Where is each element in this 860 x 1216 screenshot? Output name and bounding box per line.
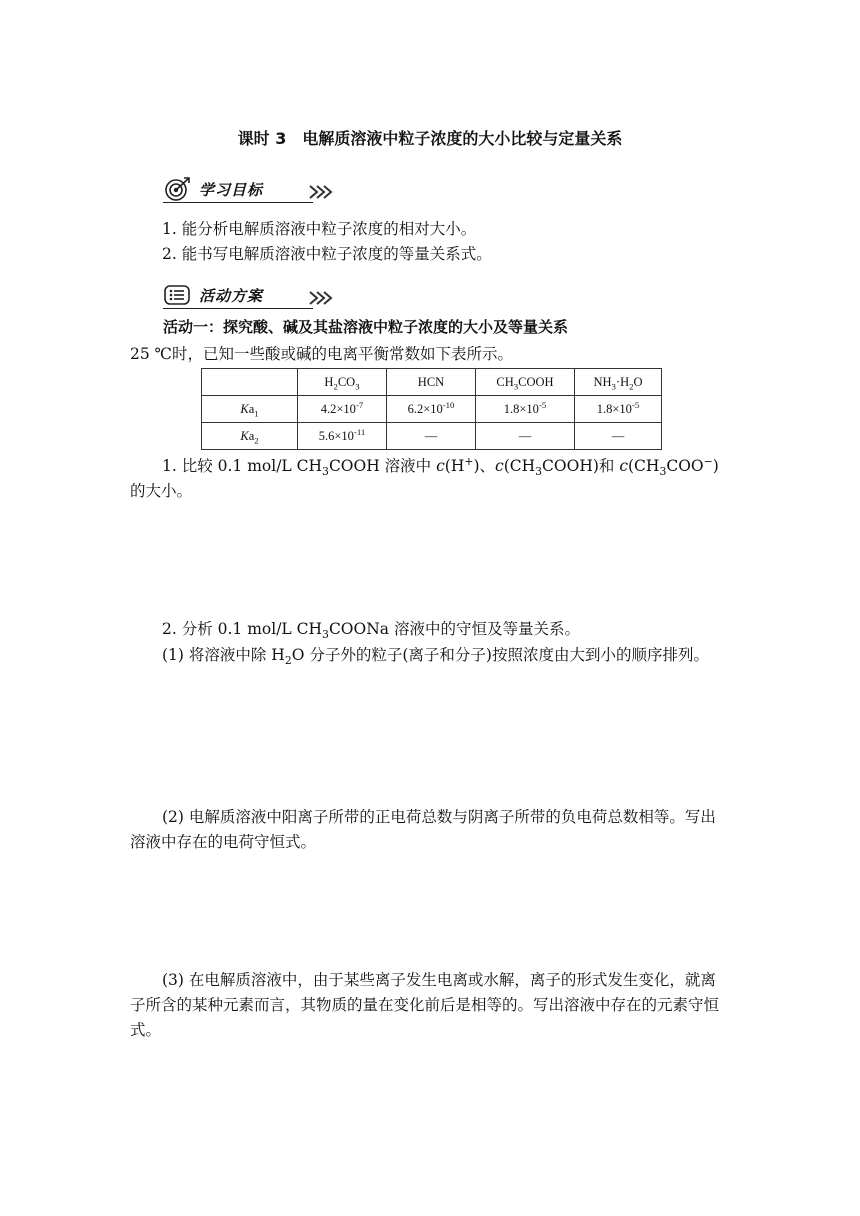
target-arrow-icon — [163, 176, 193, 202]
question-2: 2. 分析 0.1 mol/L $CH_3COONa$ 溶液中的守恒及等量关系。 — [162, 620, 580, 642]
table-header-cell — [202, 369, 298, 396]
table-header-cell: $H_2CO_3$ — [298, 369, 387, 396]
goals-banner-underline — [163, 202, 313, 203]
table-cell: $6.2\times 10^{-10}$ — [387, 396, 476, 423]
table-cell: $4.2\times 10^{-7}$ — [298, 396, 387, 423]
goal-item: 1. 能分析电解质溶液中粒子浓度的相对大小。 — [162, 220, 477, 238]
table-header-cell: $NH_3\cdot H_2O$ — [575, 369, 662, 396]
row-label: $Ka_2$ — [202, 423, 298, 450]
row-label: $Ka_1$ — [202, 396, 298, 423]
question-1: 1. 比较 0.1 mol/L $CH_3COOH$ 溶液中 c(H+)、$c(CH_3COOH)$和 $c(CH_3COO^-)$的大小。 — [130, 454, 719, 500]
table-cell: — — [575, 423, 662, 450]
table-header-cell: $CH_3COOH$ — [476, 369, 575, 396]
activity-intro: 25 ℃时，已知一些酸或碱的电离平衡常数如下表所示。 — [130, 345, 513, 363]
table-header-cell: HCN — [387, 369, 476, 396]
goal-item: 2. 能书写电解质溶液中粒子浓度的等量关系式。 — [162, 245, 492, 263]
goals-list — [162, 217, 492, 267]
table-cell: — — [476, 423, 575, 450]
question-2-3: (3) 在电解质溶液中，由于某些离子发生电离或水解，离子的形式发生变化，就离子所含的某种元素而言，其物质的量在变化前后是相等的。写出溶液中存在的元素守恒式。 — [130, 971, 720, 1039]
list-icon — [163, 282, 193, 308]
activity-heading: 活动一：探究酸、碱及其盐溶液中粒子浓度的大小及等量关系 — [163, 318, 569, 336]
table-row — [202, 396, 662, 423]
table-cell: $1.8\times 10^{-5}$ — [476, 396, 575, 423]
question-2-1: (1) 将溶液中除 $H_2O$ 分子外的粒子(离子和分子)按照浓度由大到小的顺序排列。 — [162, 646, 709, 668]
goals-banner-label: 学习目标 — [199, 181, 264, 199]
ionization-constant-table — [201, 368, 662, 450]
question-2-2: (2) 电解质溶液中阳离子所带的正电荷总数与阴离子所带的负电荷总数相等。写出溶液中存在的电荷守恒式。 — [130, 808, 716, 851]
double-chevron-icon — [309, 291, 337, 305]
table-cell: $1.8\times 10^{-5}$ — [575, 396, 662, 423]
goals-banner — [163, 176, 343, 204]
double-chevron-icon — [309, 185, 337, 199]
plan-banner — [163, 282, 343, 310]
plan-banner-underline — [163, 308, 313, 309]
table-header-row — [202, 369, 662, 396]
plan-banner-label: 活动方案 — [199, 287, 264, 305]
page-title: 课时 3 电解质溶液中粒子浓度的大小比较与定量关系 — [237, 129, 623, 148]
table-row — [202, 423, 662, 450]
table-cell: $5.6\times 10^{-11}$ — [298, 423, 387, 450]
table-cell: — — [387, 423, 476, 450]
